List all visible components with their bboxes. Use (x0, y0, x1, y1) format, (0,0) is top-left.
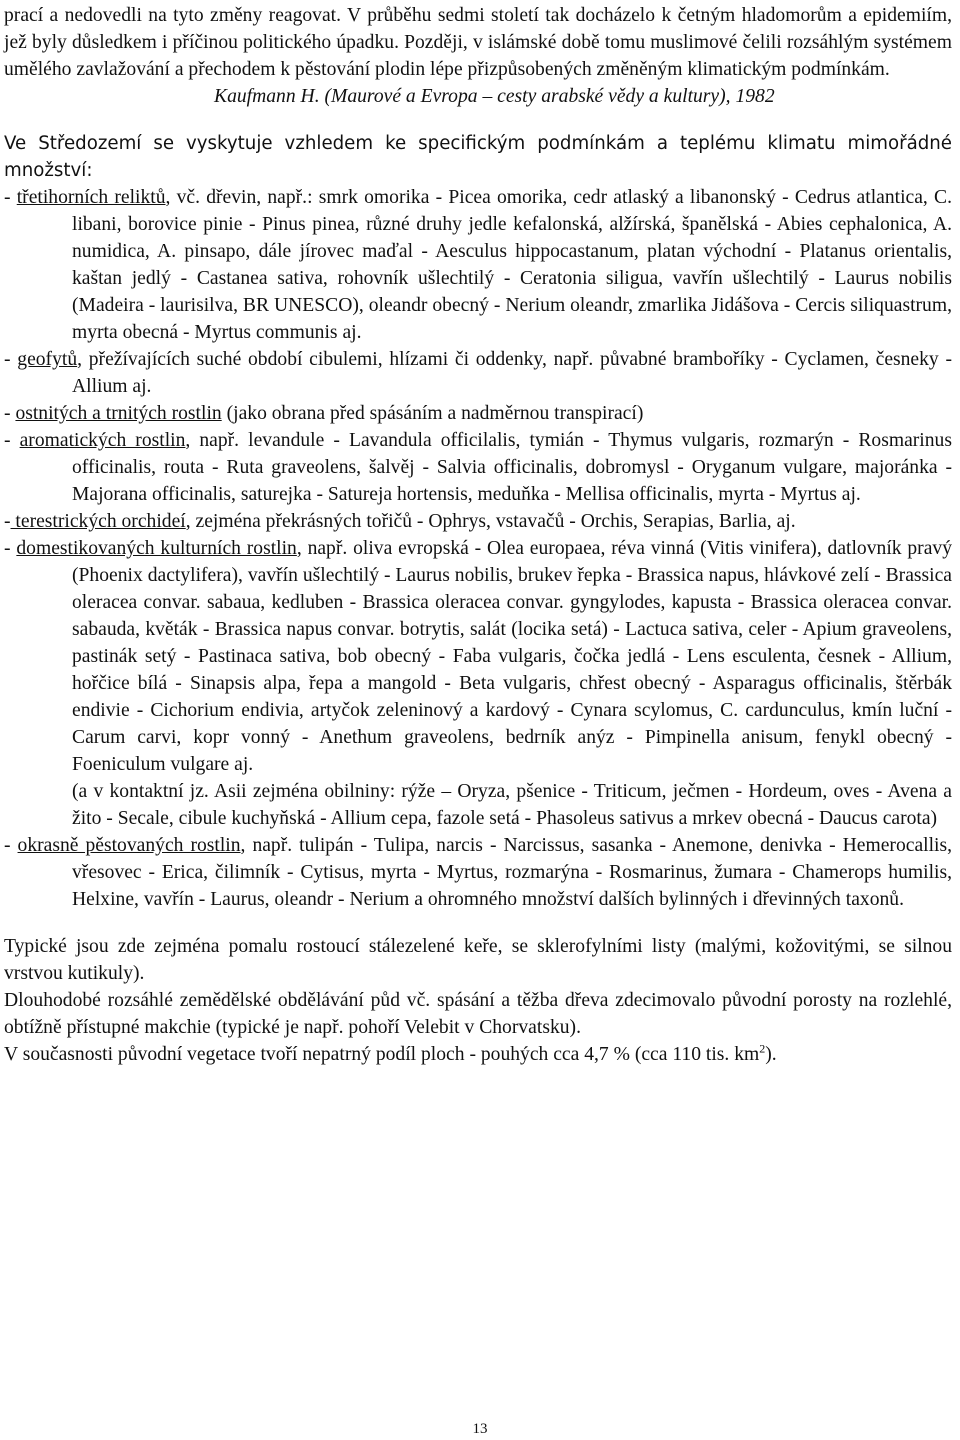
citation: Kaufmann H. (Maurové a Evropa – cesty arabské vědy a kultury), 1982 (214, 86, 775, 107)
closing-paragraph-2: Dlouhodobé rozsáhlé zemědělské obdělávání půd vč. spásání a těžba dřeva zdecimovalo původní porosty na rozlehlé, obtížně přístupné makchie (typické je např. pohoří Velebit v Chorvatsku). (4, 990, 952, 1038)
list-item: - terestrických orchideí, zejména překrásných tořičů - Ophrys, vstavačů - Orchis, Serapias, Barlia, aj. (4, 511, 796, 532)
list-item: - ostnitých a trnitých rostlin (jako obrana před spásáním a nadměrnou transpirací) (4, 403, 644, 424)
asia-note: (a v kontaktní jz. Asii zejména obilniny: rýže – Oryza, pšenice - Triticum, ječmen - Hordeum, oves - Avena a žito - Secale, cibule kuchyňská - Allium cepa, fazole setá - Phasoleus sativus a mrkev obecná - Daucus carota) (72, 781, 952, 829)
intro-paragraph: prací a nedovedli na tyto změny reagovat. V průběhu sedmi století tak docházelo k četným hladomorům a epidemiím, jež byly důsledkem i příčinou politického úpadku. Později, v islámské době tomu muslimové čelili rozsáhlým systémem umělého zavlažování a přechodem k pěstování plodin lépe přizpůsobených změněným klimatickým podmínkám. (4, 5, 952, 80)
list-item: - třetihorních reliktů, vč. dřevin, např.: smrk omorika - Picea omorika, cedr atlaský a libanonský - Cedrus atlantica, C. libani, borovice pinie - Pinus pinea, různé druhy jedle kefalonská, alžírská, španělská - Abies cephalonica, A. numidica, A. pinsapo, dále jírovec maďal - Aesculus hippocastanum, platan východní - Platanus orientalis, kaštan jedlý - Castanea sativa, rohovník ušlechtilý - Ceratonia siligua, vavřín ušlechtilý - Laurus nobilis (Madeira - laurisilva, BR UNESCO), oleandr obecný - Nerium oleandr, zmarlika Jidášova - Cercis siliquastrum, myrta obecná - Myrtus communis aj. (4, 187, 952, 343)
list-term: ostnitých a trnitých rostlin (15, 403, 222, 424)
closing-paragraph-3: V současnosti původní vegetace tvoří nepatrný podíl ploch - pouhých cca 4,7 % (cca 110 tis. $km^2$). (4, 1041, 777, 1065)
list-item: - geofytů, přežívajících suché období cibulemi, hlízami či oddenky, např. půvabné bramboříky - Cyclamen, česneky - Allium aj. (4, 349, 952, 397)
page-number: 13 (472, 1421, 488, 1437)
list-term: geofytů (17, 349, 78, 370)
list-item: - aromatických rostlin, např. levandule - Lavandula officilalis, tymián - Thymus vulgaris, rozmarýn - Rosmarinus officinalis, routa - Ruta graveolens, šalvěj - Salvia officinalis, dobromysl - Oryganum vulgare, majoránka - Majorana officinalis, saturejka - Satureja hortensis, meduňka - Mellisa officinalis, myrta - Myrtus aj. (4, 430, 952, 505)
list-term: okrasně pěstovaných rostlin (17, 835, 241, 856)
document-page (4, 2, 952, 1068)
list-term: třetihorních reliktů (16, 187, 166, 208)
list-term: terestrických orchideí (10, 511, 186, 532)
list-item: - okrasně pěstovaných rostlin, např. tulipán - Tulipa, narcis - Narcissus, sasanka - Anemone, denivka - Hemerocallis, vřesovec - Erica, čilimník - Cytisus, myrta - Myrtus, rozmarýna - Rosmarinus, žumara - Chamerops humilis, Helxine, vavřín - Laurus, oleandr - Nerium a ohromného množství dalších bylinných i dřevinných taxonů. (4, 835, 952, 910)
list-term: aromatických rostlin (19, 430, 186, 451)
list-item: - domestikovaných kulturních rostlin, např. oliva evropská - Olea europaea, réva vinná (Vitis vinifera), datlovník pravý (Phoenix dactylifera), vavřín ušlechtilý - Laurus nobilis, brukev řepka - Brassica napus, hlávkové zelí - Brassica oleracea convar. sabaua, kedluben - Brassica oleracea convar. gyngylodes, kapusta - Brassica oleracea convar. sabauda, květák - Brassica napus convar. botrytis, salát (locika setá) - Lactuca sativa, celer - Apium graveolens, pastinák setý - Pastinaca sativa, bob obecný - Faba vulgaris, čočka jedlá - Lens esculenta, česnek - Allium, hořčice bílá - Sinapsis alpa, řepa a mangold - Beta vulgaris, chřest obecný - Asparagus officinalis, štěrbák endivie - Cichorium endivia, artyčok zeleninový a kardový - Cynara scylomus, C. cardunculus, kmín luční - Carum carvi, kopr vonný - Anethum graveolens, bedrník anýz - Pimpinella anisum, fenykl obecný - Foeniculum vulgare aj. (4, 538, 952, 775)
section-lead: Ve Středozemí se vyskytuje vzhledem ke specifickým podmínkám a teplému klimatu mimořádné množství: (4, 133, 952, 181)
closing-paragraph-1: Typické jsou zde zejména pomalu rostoucí stálezelené keře, se sklerofylními listy (malými, kožovitými, se silnou vrstvou kutikuly). (4, 936, 952, 984)
list-term: domestikovaných kulturních rostlin (16, 538, 297, 559)
